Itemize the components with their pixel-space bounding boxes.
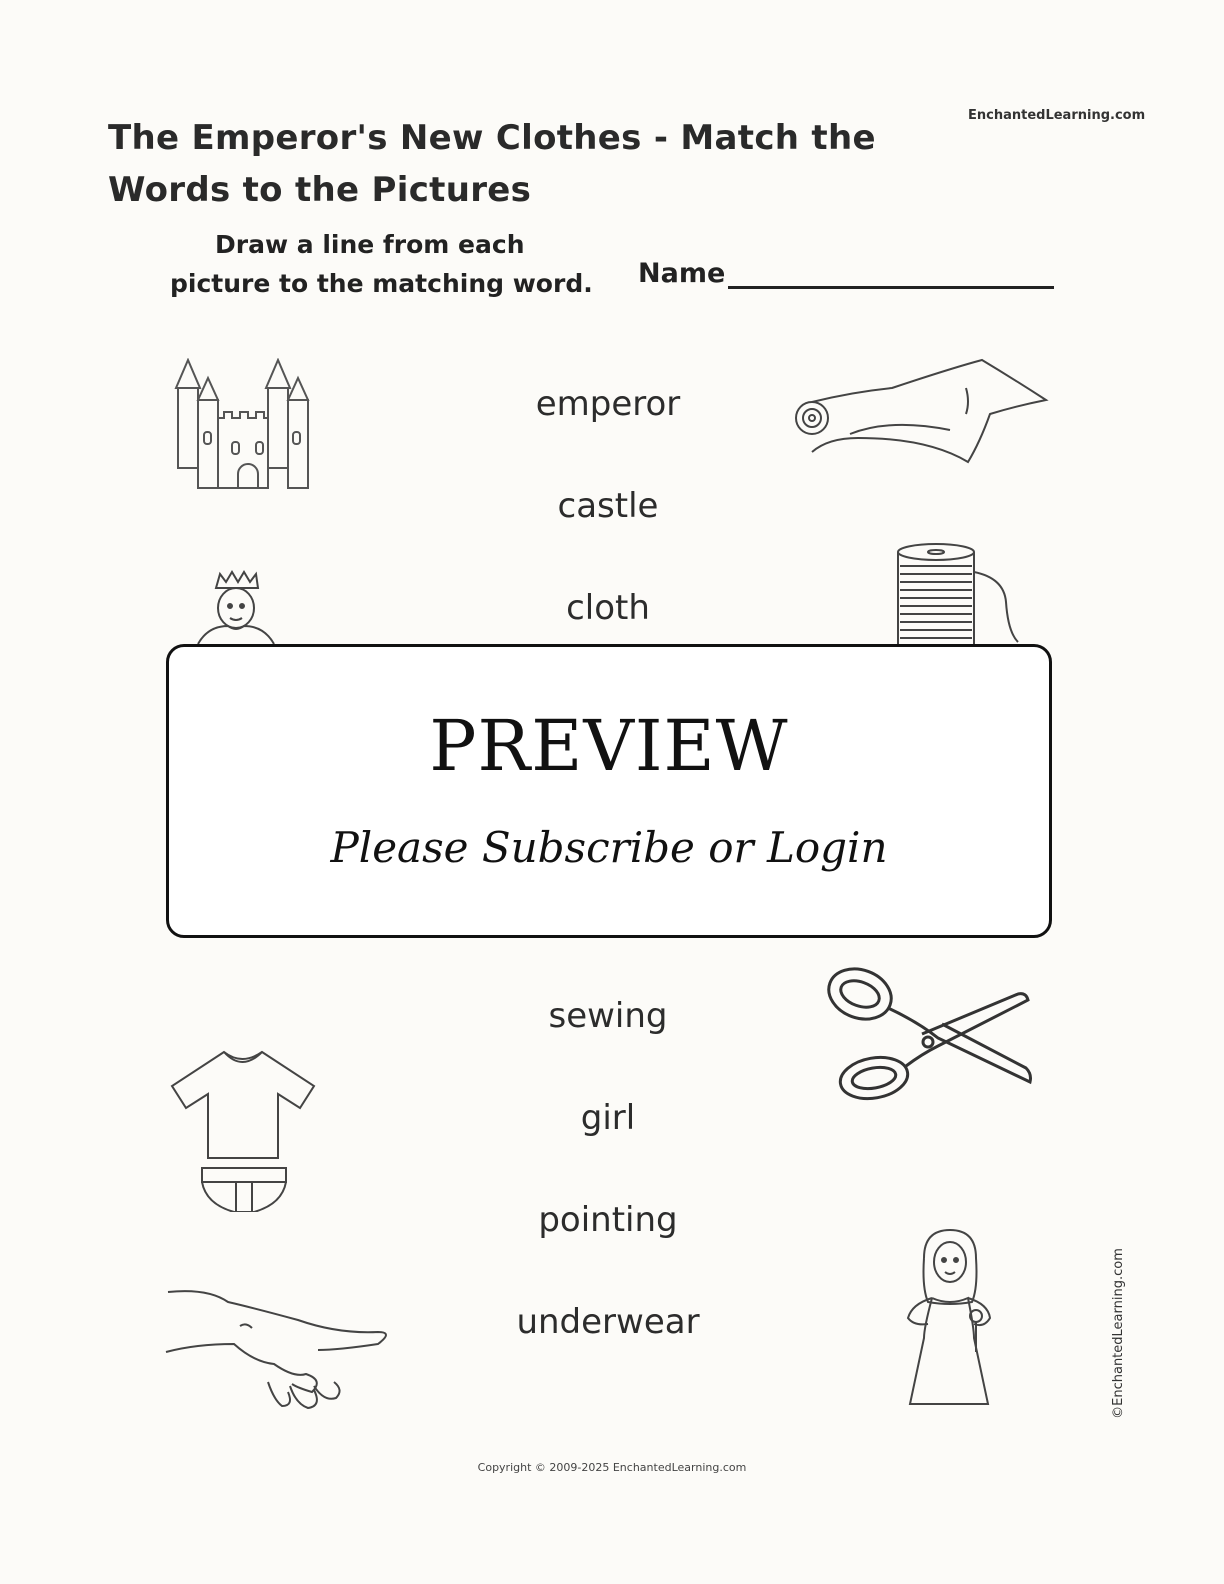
word-underwear: underwear: [516, 1302, 700, 1342]
emperor-icon: [192, 568, 282, 644]
word-castle: castle: [557, 486, 659, 526]
scissors-icon: [824, 962, 1044, 1102]
word-cloth: cloth: [566, 588, 650, 628]
instructions-line-1: Draw a line from each: [215, 230, 525, 259]
word-emperor: emperor: [535, 384, 681, 424]
pointing-hand-icon: [164, 1286, 394, 1416]
name-line[interactable]: [728, 286, 1054, 289]
site-label[interactable]: EnchantedLearning.com: [968, 108, 1146, 123]
preview-title: PREVIEW: [429, 705, 789, 787]
castle-icon: [172, 358, 318, 490]
shirt-underwear-icon: [166, 1048, 320, 1212]
preview-overlay[interactable]: [166, 644, 1052, 938]
vertical-credit: ©EnchantedLearning.com: [1110, 1248, 1126, 1419]
thread-spool-icon: [896, 542, 1026, 646]
subscribe-login-link[interactable]: Please Subscribe or Login: [330, 823, 888, 872]
girl-icon: [906, 1228, 996, 1412]
instructions-line-2: picture to the matching word.: [170, 269, 593, 298]
cloth-roll-icon: [790, 358, 1050, 468]
word-girl: girl: [580, 1098, 636, 1138]
name-label: Name: [638, 258, 726, 289]
word-sewing: sewing: [548, 996, 668, 1036]
page-title: The Emperor's New Clothes - Match the Words to the Pictures: [108, 118, 876, 210]
word-pointing: pointing: [538, 1200, 678, 1240]
copyright-footer: Copyright © 2009-2025 EnchantedLearning.com: [477, 1461, 747, 1474]
